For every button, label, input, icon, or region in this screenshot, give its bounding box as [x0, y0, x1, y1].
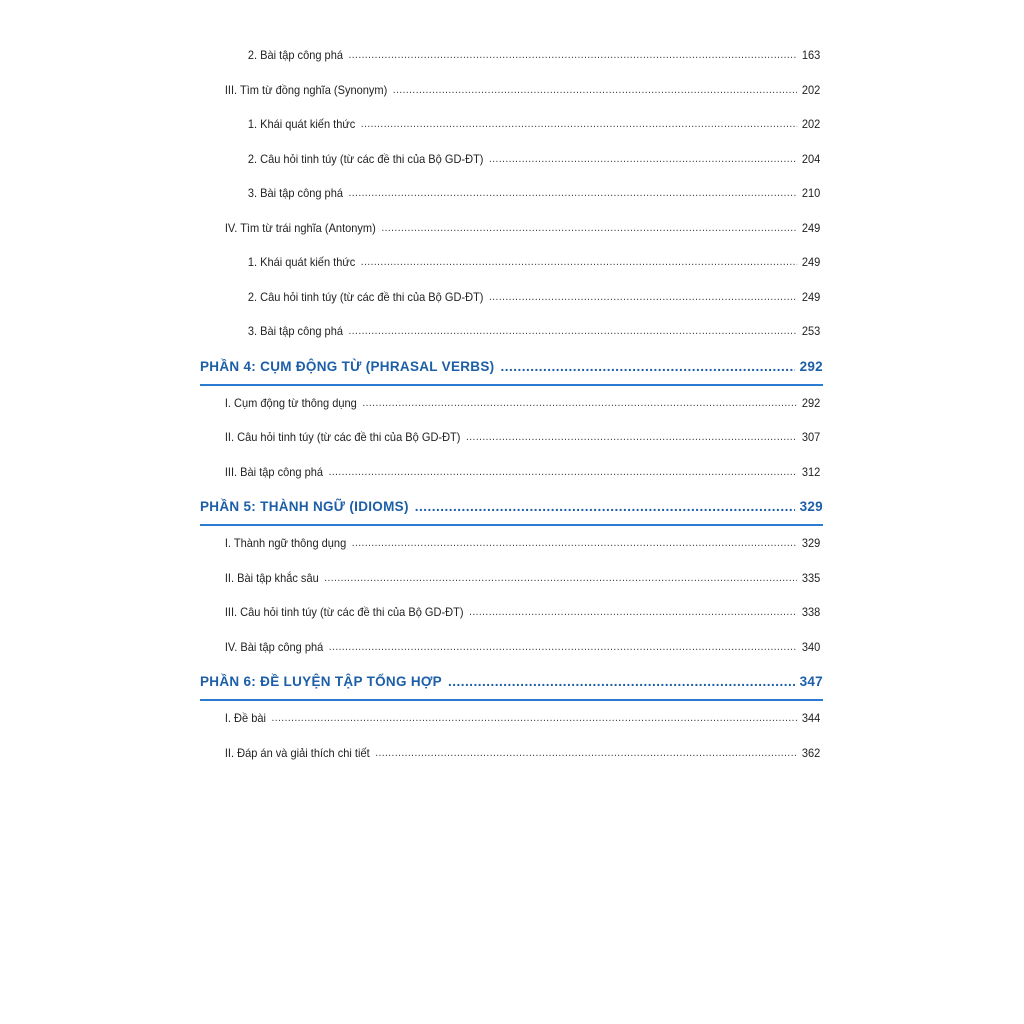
toc-page-number: 249 [801, 220, 821, 235]
toc-entry [200, 561, 823, 596]
toc-page-number: 163 [801, 48, 821, 62]
toc-entry-title: PHẦN 4: CỤM ĐỘNG TỪ (PHRASAL VERBS) [200, 358, 495, 374]
dot-leader [375, 736, 797, 771]
toc-entry-title: 2. Câu hỏi tinh túy (từ các đề thi của Bộ GD-ĐT) [247, 289, 484, 304]
toc-section-heading [200, 349, 823, 386]
dot-leader [349, 314, 798, 349]
dot-leader [362, 386, 797, 421]
dot-leader [500, 350, 794, 384]
table-of-contents [200, 38, 823, 770]
dot-leader [352, 526, 797, 561]
toc-page-number: 292 [799, 358, 823, 374]
dot-leader [393, 73, 797, 108]
toc-entry [200, 107, 823, 142]
dot-leader [489, 142, 797, 177]
toc-entry [200, 280, 823, 315]
toc-page-number: 249 [801, 255, 821, 269]
toc-entry-title: III. Câu hỏi tinh túy (từ các đề thi của Bộ GD-ĐT) [224, 605, 464, 619]
dot-leader [324, 561, 797, 596]
toc-page-number: 202 [801, 117, 821, 131]
toc-page-number: 344 [801, 711, 821, 725]
toc-entry [200, 630, 823, 665]
toc-entry [200, 314, 823, 349]
toc-entry [200, 420, 823, 455]
toc-entry-title: 2. Câu hỏi tinh túy (từ các đề thi của Bộ GD-ĐT) [247, 151, 484, 166]
toc-entry-title: II. Bài tập khắc sâu [224, 570, 319, 585]
dot-leader [271, 701, 797, 736]
dot-leader [489, 280, 797, 315]
toc-entry-title: I. Cụm động từ thông dụng [224, 395, 357, 410]
toc-page-number: 312 [801, 464, 821, 479]
toc-entry [200, 73, 823, 108]
dot-leader [469, 595, 797, 630]
toc-entry [200, 176, 823, 211]
dot-leader [329, 630, 797, 665]
toc-entry-title: 1. Khái quát kiến thức [247, 117, 356, 131]
dot-leader [349, 38, 798, 73]
toc-page-number: 335 [801, 570, 821, 585]
toc-entry-title: II. Đáp án và giải thích chi tiết [224, 745, 370, 760]
dot-leader [329, 455, 798, 490]
dot-leader [415, 490, 795, 524]
toc-page-number: 204 [801, 151, 821, 166]
dot-leader [381, 211, 797, 246]
toc-page-number: 202 [801, 82, 821, 97]
dot-leader [361, 245, 797, 280]
toc-entry-title: 2. Bài tập công phá [247, 48, 343, 62]
toc-entry-title: I. Thành ngữ thông dụng [224, 536, 347, 550]
toc-section-heading [200, 489, 823, 526]
toc-entry-title: III. Bài tập công phá [224, 464, 324, 479]
toc-entry-title: I. Đề bài [224, 711, 266, 725]
toc-entry-title: II. Câu hỏi tinh túy (từ các đề thi của Bộ GD-ĐT) [224, 430, 461, 444]
toc-page-number: 249 [801, 289, 821, 304]
toc-page-number: 329 [801, 536, 821, 550]
toc-entry [200, 142, 823, 177]
toc-entry-title: IV. Tìm từ trái nghĩa (Antonym) [224, 220, 376, 235]
toc-entry-title: 3. Bài tập công phá [247, 186, 343, 200]
toc-entry [200, 245, 823, 280]
toc-entry-title: 1. Khái quát kiến thức [247, 255, 356, 269]
toc-section-heading [200, 664, 823, 701]
dot-leader [448, 665, 795, 699]
dot-leader [349, 176, 798, 211]
toc-entry [200, 38, 823, 73]
toc-entry [200, 736, 823, 771]
toc-page-number: 340 [801, 639, 821, 654]
toc-page-number: 307 [801, 430, 821, 444]
toc-entry [200, 701, 823, 736]
toc-page-number: 210 [801, 186, 821, 200]
toc-page-number: 329 [799, 499, 823, 514]
dot-leader [361, 107, 797, 142]
toc-entry-title: 3. Bài tập công phá [247, 324, 343, 338]
toc-page-number: 292 [801, 395, 821, 410]
toc-page-number: 338 [801, 605, 821, 619]
toc-entry-title: III. Tìm từ đồng nghĩa (Synonym) [224, 82, 388, 97]
toc-entry-title: PHẦN 6: ĐỀ LUYỆN TẬP TỔNG HỢP [200, 674, 442, 689]
toc-page-number: 253 [801, 324, 821, 338]
toc-entry-title: IV. Bài tập công phá [224, 639, 324, 654]
toc-page-number: 347 [799, 674, 823, 689]
toc-entry [200, 386, 823, 421]
toc-page-number: 362 [801, 745, 821, 760]
dot-leader [466, 420, 797, 455]
toc-entry [200, 211, 823, 246]
toc-entry [200, 526, 823, 561]
toc-entry [200, 595, 823, 630]
toc-entry-title: PHẦN 5: THÀNH NGỮ (IDIOMS) [200, 499, 409, 514]
toc-entry [200, 455, 823, 490]
